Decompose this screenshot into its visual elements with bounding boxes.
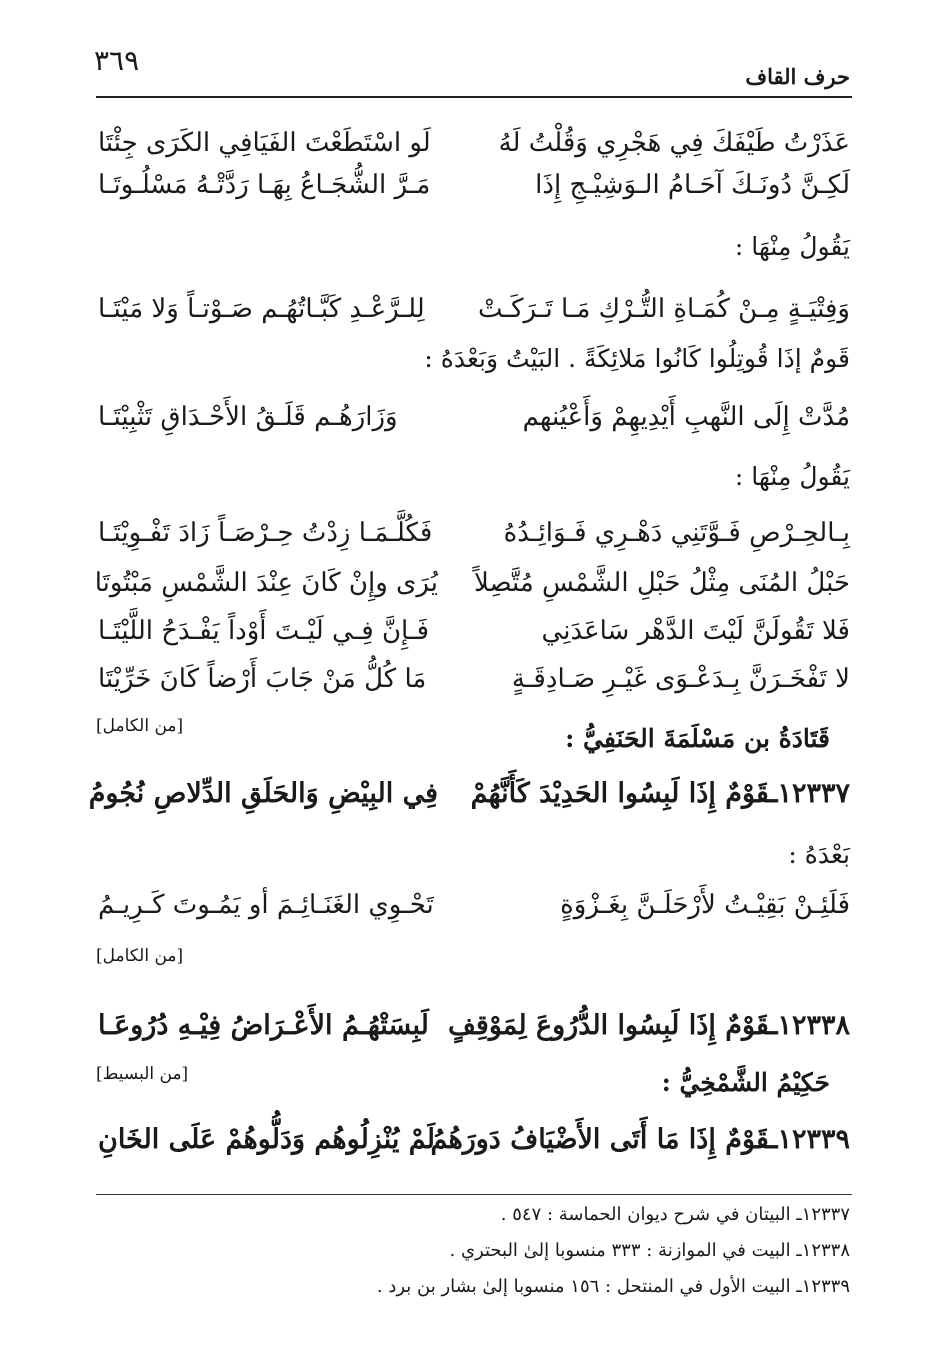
verse-first-hemistich: ١٢٣٣٨ـقَوْمٌ إِذَا لَبِسُوا الدُّرُوعَ لِمَوْقِفٍ [447, 1009, 850, 1041]
verse-second-hemistich: فَكُلَّـمَـا زِدْتُ حِـرْصَـاً زَادَ تَفْـوِيْتَـا [98, 518, 433, 548]
verse-second-hemistich: لَو اسْتَطَعْتَ الفَيَافِي الكَرَى جِئْتَا [98, 128, 431, 158]
verse-line [98, 284, 850, 334]
verse-first-hemistich: وَفِتْيَـةٍ مِـنْ كُمَـاةِ التُّـرْكِ مَـا تَـرَكَـتْ [477, 294, 850, 324]
verse-second-hemistich: مَا كُلُّ مَنْ جَابَ أَرْضاً كَانَ خَرِّيْتَا [98, 664, 427, 694]
verse-number: ١٢٣٣٩ـ [769, 1123, 850, 1155]
meter-label: [من الكامل] [96, 946, 184, 966]
poet-intro: حَكِيْمُ الشَّمْخِيُّ : [661, 1068, 830, 1097]
footnote: ١٢٣٣٧ـ البيتان في شرح ديوان الحماسة : ٥٤٧ . [500, 1204, 850, 1225]
verse-line [98, 654, 850, 704]
verse-second-hemistich: وَزَارَهُـم قَلَـقُ الأَحْـدَاقِ تَثْبِيْتَـا [98, 402, 398, 432]
footnote-rule [96, 1194, 852, 1195]
verse-first-hemistich: لَكِـنَّ دُونَـكَ آحَـامُ الـوَشِيْـجِ إِذَا [535, 170, 850, 200]
meter-label: [من البسيط] [96, 1064, 189, 1084]
verse-second-hemistich: لِلـرَّعْـدِ كَبَّـاتُهُـم صَـوْتـاً وَلا مَيْتَـا [98, 294, 425, 324]
verse-second-hemistich: فِي البِيْضِ وَالحَلَقِ الدِّلاصِ نُجُومُ [88, 777, 438, 809]
verse-first-hemistich: عَذَرْتُ طَيْفَكَ فِي هَجْرِي وَقُلْتُ لَهُ [498, 128, 850, 158]
prose-note: بَعْدَهُ : [788, 840, 850, 869]
verse-line [88, 768, 850, 818]
verse-line [98, 160, 850, 210]
verse-line [98, 1114, 850, 1164]
verse-line [94, 558, 850, 608]
verse-first-hemistich: فَلَئِـنْ بَقِيْـتُ لأَرْحَلَـنَّ بِغَـزْوَةٍ [560, 890, 850, 920]
prose-note: يَقُولُ مِنْهَا : [734, 232, 850, 261]
footnote: ١٢٣٣٩ـ البيت الأول في المنتحل : ١٥٦ منسوبا إلىٰ بشار بن برد . [376, 1276, 850, 1297]
verse-second-hemistich: يُرَى وإِنْ كَانَ عِنْدَ الشَّمْسِ مَبْتُوتَا [94, 568, 438, 598]
verse-first-hemistich: حَبْلُ المُنَى مِثْلُ حَبْلِ الشَّمْسِ مُتَّصِلاً [473, 568, 850, 598]
verse-second-hemistich: لَبِسَتْهُـمُ الأَعْـرَاضُ فِيْـهِ دُرُوعَـا [98, 1009, 429, 1041]
page-number: ٣٦٩ [94, 44, 140, 77]
verse-first-hemistich: ١٢٣٣٩ـقَوْمٌ إِذَا مَا أَتَى الأَضْيَافُ دَورَهُمُ [430, 1123, 850, 1155]
verse-first-hemistich: مُدَّتْ إِلَى النَّهبِ أَيْدِيهِمْ وَأَعْيُنهم [522, 402, 850, 432]
prose-note: قَومٌ إذَا قُوتِلُوا كَانُوا مَلائِكَةً . البَيْتُ وَبَعْدَهُ : [424, 344, 850, 373]
verse-first-hemistich: ١٢٣٣٧ـقَوْمٌ إِذَا لَبِسُوا الحَدِيْدَ كَأَنَّهُمْ [470, 777, 850, 809]
verse-first-hemistich: بِـالحِـرْصِ فَـوَّتَنِي دَهْـرِي فَـوَائِـدُهُ [503, 518, 850, 548]
verse-line [98, 1000, 850, 1050]
verse-line [98, 508, 850, 558]
verse-line [98, 880, 850, 930]
verse-line [98, 606, 850, 656]
verse-second-hemistich: فَـإِنَّ فِـي لَيْـتَ أَوْداً يَفْـدَحُ اللَّيْتَـا [98, 616, 430, 646]
verse-second-hemistich: تَحْـوِي الغَنَـائِـمَ أو يَمُـوتَ كَـرِيـمُ [98, 890, 434, 920]
verse-number: ١٢٣٣٧ـ [769, 777, 850, 809]
verse-number: ١٢٣٣٨ـ [769, 1009, 850, 1041]
verse-first-hemistich: فَلا تَقُولَنَّ لَيْتَ الدَّهْر سَاعَدَنِي [541, 616, 850, 646]
meter-label: [من الكامل] [96, 716, 184, 736]
running-header: حرف القاف [745, 64, 850, 89]
header-rule [96, 96, 852, 98]
prose-note: يَقُولُ مِنْهَا : [734, 462, 850, 491]
footnote: ١٢٣٣٨ـ البيت في الموازنة : ٣٣٣ منسوبا إلىٰ البحتري . [449, 1240, 850, 1261]
verse-first-hemistich: لا تَفْخَـرَنَّ بِـدَعْـوَى غَيْـرِ صَـادِقَـةٍ [511, 664, 850, 694]
verse-line [98, 392, 850, 442]
verse-second-hemistich: لَمْ يُنْزِلُوهُم وَدَلُّوهُمْ عَلَى الخَانِ [98, 1123, 435, 1155]
poet-intro: قَتَادَةُ بن مَسْلَمَةَ الحَنَفِيُّ : [565, 724, 830, 753]
verse-second-hemistich: مَـرَّ الشُّجَـاعُ بِهَـا رَدَّتْـهُ مَسْلُـوتَـا [98, 170, 431, 200]
